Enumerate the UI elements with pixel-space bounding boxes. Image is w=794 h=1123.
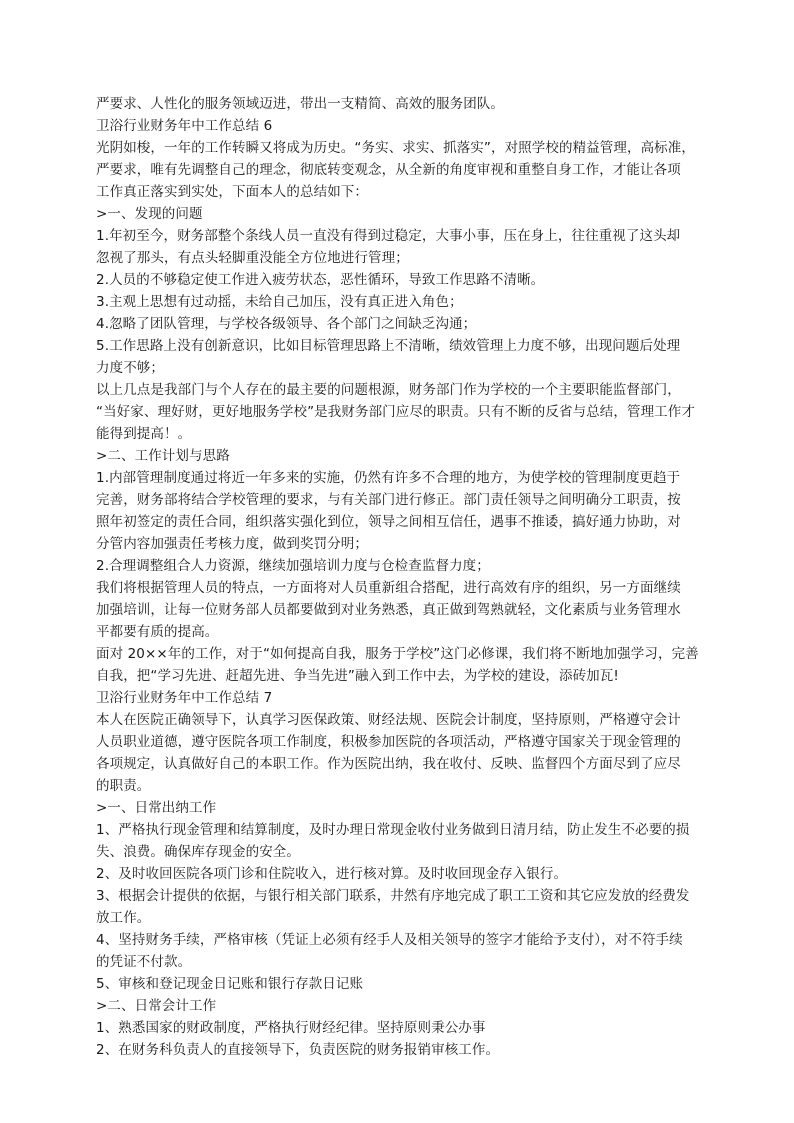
text-line: 2.合理调整组合人力资源，继续加强培训力度与仓检查监督力度； — [96, 558, 490, 574]
text-line: 面对 20××年的工作，对于“如何提高自我，服务于学校”这门必修课，我们将不断地加强学习，完善 — [96, 646, 699, 662]
text-line: 的凭证不付款。 — [96, 954, 192, 970]
text-line: 2、及时收回医院各项门诊和住院收入，进行核对算。及时收回现金存入银行。 — [96, 866, 568, 882]
text-line: 放工作。 — [96, 910, 151, 926]
text-line: 加强培训，让每一位财务部人员都要做到对业务熟悉，真正做到驾熟就轻，文化素质与业务管理水 — [96, 602, 681, 618]
text-line: 1、熟悉国家的财政制度，严格执行财经纪律。坚持原则秉公办事 — [96, 1020, 486, 1036]
text-line: 自我，把“学习先进、赶超先进、争当先进”融入到工作中去，为学校的建设，添砖加瓦! — [96, 668, 619, 684]
document-body — [96, 93, 708, 1061]
text-line: 光阴如梭，一年的工作转瞬又将成为历史。“务实、求实、抓落实”，对照学校的精益管理，高标准， — [96, 140, 695, 156]
section-heading: 卫浴行业财务年中工作总结 7 — [96, 690, 273, 706]
text-line: 1、严格执行现金管理和结算制度，及时办理日常现金收付业务做到日清月结，防止发生不必要的损 — [96, 822, 690, 838]
text-line: 严要求、人性化的服务领域迈进，带出一支精简、高效的服务团队。 — [96, 96, 504, 112]
text-line: 失、浪费。确保库存现金的安全。 — [96, 844, 300, 860]
text-line: 3.主观上思想有过动摇，未给自己加压，没有真正进入角色； — [96, 294, 463, 310]
text-line: 3、根据会计提供的依据，与银行相关部门联系，井然有序地完成了职工工资和其它应发放的经费发 — [96, 888, 690, 904]
text-line: 的职责。 — [96, 778, 151, 794]
text-line: 5.工作思路上没有创新意识，比如目标管理思路上不清晰，绩效管理上力度不够，出现问题后处理 — [96, 338, 681, 354]
text-line: 平都要有质的提高。 — [96, 624, 219, 640]
text-line: 完善，财务部将结合学校管理的要求，与有关部门进行修正。部门责任领导之间明确分工职责，按 — [96, 492, 681, 508]
text-line: 忽视了那头，有点头轻脚重没能全方位地进行管理； — [96, 250, 409, 266]
text-line: 严要求，唯有先调整自己的理念，彻底转变观念，从全新的角度审视和重整自身工作，才能让各项 — [96, 162, 681, 178]
text-line: 力度不够； — [96, 360, 164, 376]
text-line: 4.忽略了团队管理，与学校各级领导、各个部门之间缺乏沟通； — [96, 316, 477, 332]
text-line: 人员职业道德，遵守医院各项工作制度，积极参加医院的各项活动，严格遵守国家关于现金管理的 — [96, 734, 681, 750]
text-line: “当好家、理好财，更好地服务学校”是我财务部门应尽的职责。只有不断的反省与总结，管理工作才 — [96, 404, 695, 420]
text-line: 2.人员的不够稳定使工作进入疲劳状态，恶性循环，导致工作思路不清晰。 — [96, 272, 545, 288]
text-line: 分管内容加强责任考核力度，做到奖罚分明； — [96, 536, 368, 552]
text-line: 照年初签定的责任合同，组织落实强化到位，领导之间相互信任，遇事不推诿，搞好通力协助，对 — [96, 514, 681, 530]
text-line: 以上几点是我部门与个人存在的最主要的问题根源，财务部门作为学校的一个主要职能监督部门， — [96, 382, 681, 398]
text-line: 本人在医院正确领导下，认真学习医保政策、财经法规、医院会计制度，坚持原则，严格遵守会计 — [96, 712, 681, 728]
text-line: 各项规定，认真做好自己的本职工作。作为医院出纳，我在收付、反映、监督四个方面尽到了应尽 — [96, 756, 681, 772]
text-line: 工作真正落实到实处，下面本人的总结如下： — [96, 184, 368, 200]
subheading: >二、日常会计工作 — [96, 998, 217, 1014]
subheading: >一、日常出纳工作 — [96, 800, 217, 816]
text-line: 能得到提高！。 — [96, 426, 192, 442]
section-heading: 卫浴行业财务年中工作总结 6 — [96, 118, 273, 134]
text-line: 4、坚持财务手续，严格审核（凭证上必须有经手人及相关领导的签字才能给予支付），对不符手续 — [96, 932, 683, 948]
text-line: 我们将根据管理人员的特点，一方面将对人员重新组合搭配，进行高效有序的组织，另一方面继续 — [96, 580, 681, 596]
text-line: 5、审核和登记现金日记账和银行存款日记账 — [96, 976, 364, 992]
subheading: >二、工作计划与思路 — [96, 448, 230, 464]
text-line: 2、在财务科负责人的直接领导下，负责医院的财务报销审核工作。 — [96, 1042, 500, 1058]
text-line: 1.内部管理制度通过将近一年多来的实施，仍然有许多不合理的地方，为使学校的管理制度更趋于 — [96, 470, 681, 486]
text-line: 1.年初至今，财务部整个条线人员一直没有得到过稳定，大事小事，压在身上，往往重视了这头却 — [96, 228, 681, 244]
subheading: >一、发现的问题 — [96, 206, 203, 222]
